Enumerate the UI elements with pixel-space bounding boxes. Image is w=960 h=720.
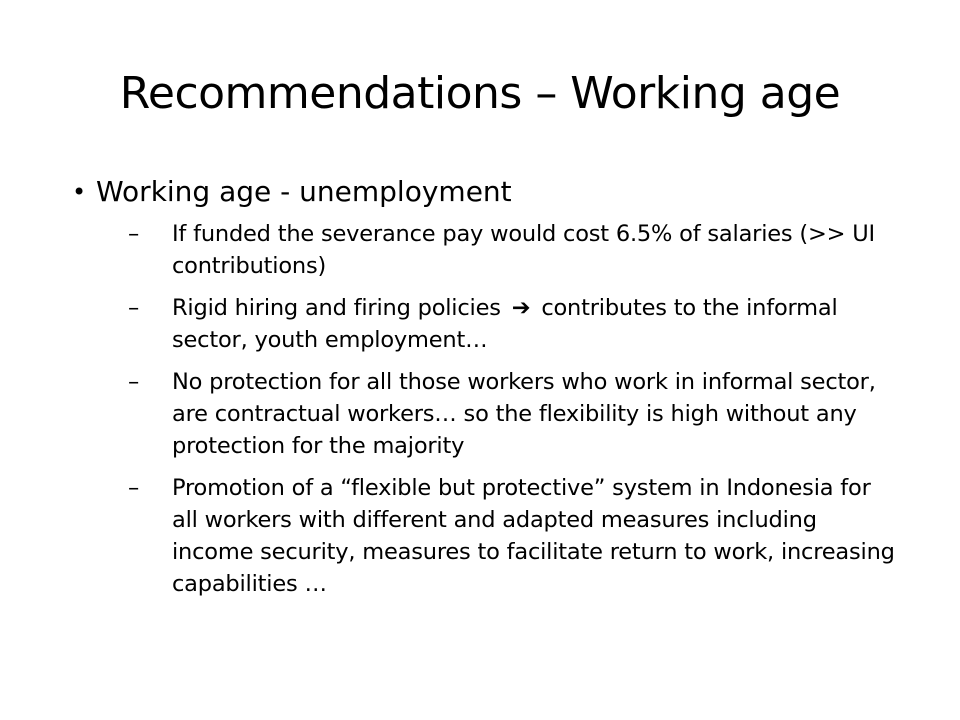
sub-bullet-no-protection	[128, 366, 902, 462]
sub-bullet-promotion	[128, 472, 902, 600]
slide-title: Recommendations – Working age	[119, 68, 841, 119]
arrow-right-icon: ➔	[511, 295, 531, 321]
bullet-marker: •	[72, 178, 87, 206]
bullet-working-age-unemployment	[72, 172, 902, 212]
sub-bullet-severance-pay	[128, 218, 902, 282]
sub-bullet-marker: –	[128, 475, 140, 501]
bullet-text: Working age - unemployment	[96, 175, 512, 208]
slide-content	[72, 172, 902, 610]
sub-bullet-text: No protection for all those workers who work in informal sector, are contractual workers… so the flexibility is high without any protection for the majority	[172, 369, 876, 459]
sub-bullet-text: Promotion of a “flexible but protective” system in Indonesia for all workers with different and adapted measures including income security, measures to facilitate return to work, increasing capabilities …	[172, 475, 895, 597]
sub-bullet-text-after: contributes to the informal sector, youth employment…	[172, 295, 838, 353]
sub-bullet-marker: –	[128, 221, 140, 247]
sub-bullet-marker: –	[128, 369, 140, 395]
sub-bullet-text-before: Rigid hiring and firing policies	[172, 295, 501, 321]
sub-bullet-text: If funded the severance pay would cost 6.5% of salaries (>> UI contributions)	[172, 221, 875, 279]
sub-bullet-rigid-policies	[128, 292, 902, 356]
sub-bullet-marker: –	[128, 295, 140, 321]
sub-bullet-list	[72, 218, 902, 600]
